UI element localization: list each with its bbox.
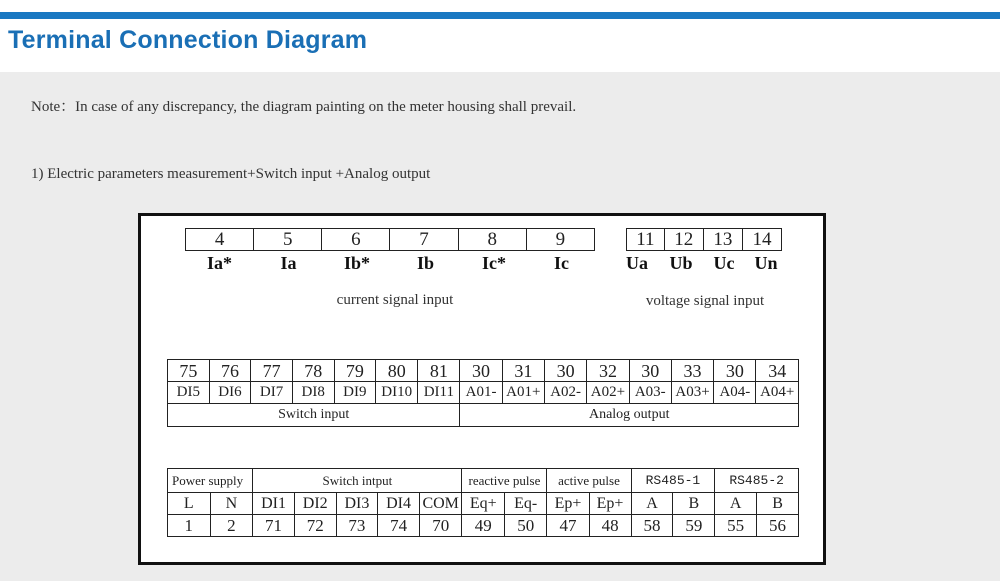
terminal-name: B bbox=[757, 493, 799, 515]
terminal-name: A03- bbox=[629, 382, 671, 404]
terminal-number: 58 bbox=[631, 515, 673, 537]
top-accent-bar bbox=[0, 12, 1000, 19]
terminal-number: 48 bbox=[589, 515, 631, 537]
terminal-name: Eq+ bbox=[462, 493, 505, 515]
current-terminal-strip bbox=[185, 228, 595, 251]
voltage-caption: voltage signal input bbox=[645, 293, 765, 309]
terminal-name: DI1 bbox=[253, 493, 295, 515]
terminal-number: 76 bbox=[209, 360, 251, 382]
terminal-number: 55 bbox=[715, 515, 757, 537]
terminal-name: A bbox=[715, 493, 757, 515]
terminal-number: 74 bbox=[378, 515, 420, 537]
terminal-name: DI9 bbox=[334, 382, 376, 404]
terminal-label: Un bbox=[754, 253, 778, 273]
terminal-name: N bbox=[210, 493, 253, 515]
terminal-number: 1 bbox=[168, 515, 211, 537]
terminal-number: 14 bbox=[742, 229, 781, 251]
rs485-2-header: RS485-2 bbox=[715, 469, 799, 493]
terminal-label: Ua bbox=[626, 253, 648, 273]
terminal-number: 75 bbox=[168, 360, 210, 382]
terminal-number: 80 bbox=[376, 360, 418, 382]
power-switch-pulse-rs485-block bbox=[167, 468, 799, 537]
terminal-name: DI7 bbox=[251, 382, 293, 404]
rs485-1-header: RS485-1 bbox=[631, 469, 715, 493]
terminal-label: Ic* bbox=[482, 253, 506, 273]
terminal-number: 8 bbox=[458, 229, 526, 251]
terminal-label: Ia* bbox=[206, 253, 232, 273]
terminal-number: 50 bbox=[505, 515, 547, 537]
terminal-number: 79 bbox=[334, 360, 376, 382]
terminal-name: Ep+ bbox=[589, 493, 631, 515]
terminal-name: A02- bbox=[545, 382, 587, 404]
terminal-number: 13 bbox=[703, 229, 742, 251]
page-title: Terminal Connection Diagram bbox=[8, 26, 368, 54]
terminal-number: 30 bbox=[629, 360, 671, 382]
terminal-number: 33 bbox=[671, 360, 713, 382]
switch-input-caption: Switch input bbox=[168, 404, 460, 427]
terminal-name: A bbox=[631, 493, 673, 515]
terminal-number: 73 bbox=[336, 515, 378, 537]
terminal-number: 56 bbox=[757, 515, 799, 537]
terminal-number: 9 bbox=[526, 229, 594, 251]
terminal-name: DI6 bbox=[209, 382, 251, 404]
terminal-name: Ep+ bbox=[547, 493, 589, 515]
terminal-number: 77 bbox=[251, 360, 293, 382]
switch-analog-terminal-block bbox=[167, 359, 799, 427]
terminal-number: 12 bbox=[664, 229, 703, 251]
terminal-number: 70 bbox=[419, 515, 462, 537]
section-heading: 1) Electric parameters measurement+Switch input +Analog output bbox=[31, 166, 431, 182]
terminal-number: 72 bbox=[294, 515, 336, 537]
reactive-pulse-header: reactive pulse bbox=[462, 469, 547, 493]
terminal-number: 47 bbox=[547, 515, 589, 537]
terminal-label: Ic bbox=[554, 253, 569, 273]
terminal-number: 71 bbox=[253, 515, 295, 537]
terminal-name: A03+ bbox=[671, 382, 713, 404]
terminal-number: 31 bbox=[502, 360, 544, 382]
terminal-number: 30 bbox=[460, 360, 502, 382]
terminal-name: DI8 bbox=[292, 382, 334, 404]
terminal-number: 30 bbox=[545, 360, 587, 382]
terminal-name: A01- bbox=[460, 382, 502, 404]
active-pulse-header: active pulse bbox=[547, 469, 631, 493]
terminal-name: A04- bbox=[714, 382, 756, 404]
voltage-terminal-strip bbox=[626, 228, 782, 251]
terminal-name: COM bbox=[419, 493, 462, 515]
terminal-name: A02+ bbox=[587, 382, 629, 404]
terminal-name: DI2 bbox=[294, 493, 336, 515]
terminal-number: 7 bbox=[390, 229, 458, 251]
terminal-number: 2 bbox=[210, 515, 253, 537]
terminal-number: 34 bbox=[756, 360, 799, 382]
terminal-number: 4 bbox=[186, 229, 254, 251]
terminal-label: Ib* bbox=[343, 253, 370, 273]
terminal-name: A01+ bbox=[502, 382, 544, 404]
note-text: Note：In case of any discrepancy, the diagram painting on the meter housing shall prevail. bbox=[31, 99, 577, 115]
power-supply-header: Power supply bbox=[168, 469, 253, 493]
terminal-name: Eq- bbox=[505, 493, 547, 515]
terminal-name: DI5 bbox=[168, 382, 210, 404]
terminal-name: B bbox=[673, 493, 715, 515]
current-caption: current signal input bbox=[336, 292, 454, 308]
terminal-number: 81 bbox=[418, 360, 460, 382]
terminal-name: DI3 bbox=[336, 493, 378, 515]
terminal-number: 30 bbox=[714, 360, 756, 382]
switch-input-header: Switch intput bbox=[253, 469, 462, 493]
terminal-name: DI10 bbox=[376, 382, 418, 404]
terminal-name: A04+ bbox=[756, 382, 799, 404]
analog-output-caption: Analog output bbox=[460, 404, 799, 427]
terminal-label: Ia bbox=[280, 253, 297, 273]
terminal-label: Ub bbox=[669, 253, 693, 273]
terminal-number: 32 bbox=[587, 360, 629, 382]
terminal-name: L bbox=[168, 493, 211, 515]
terminal-label: Ib bbox=[416, 253, 434, 273]
terminal-number: 6 bbox=[322, 229, 390, 251]
terminal-number: 5 bbox=[254, 229, 322, 251]
terminal-number: 11 bbox=[627, 229, 665, 251]
terminal-number: 59 bbox=[673, 515, 715, 537]
terminal-label: Uc bbox=[713, 253, 735, 273]
terminal-number: 78 bbox=[292, 360, 334, 382]
terminal-name: DI11 bbox=[418, 382, 460, 404]
terminal-name: DI4 bbox=[378, 493, 420, 515]
terminal-number: 49 bbox=[462, 515, 505, 537]
